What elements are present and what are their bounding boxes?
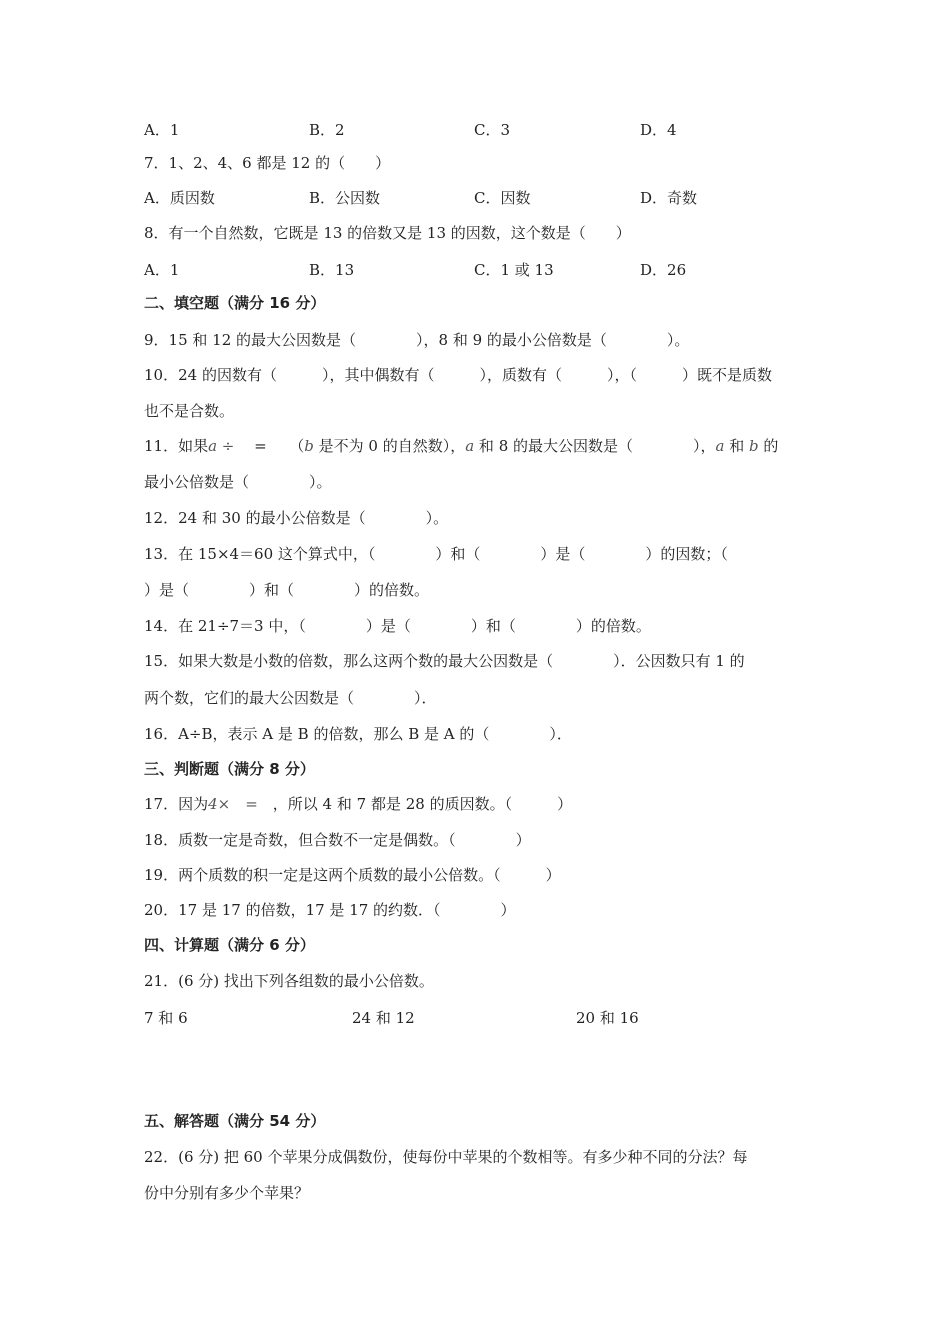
q6-option-c[interactable]: C．3 — [474, 121, 511, 139]
q19-question: 19．两个质数的积一定是这两个质数的最小公倍数。（ ） — [144, 866, 561, 884]
q15-question-line1: 15．如果大数是小数的倍数，那么这两个数的最大公因数是（ ）．公因数只有 1 的 — [144, 652, 745, 670]
q8-option-d[interactable]: D．26 — [640, 261, 687, 279]
q7-option-a[interactable]: A．质因数 — [144, 189, 215, 207]
q17-text-1: 17．因为 — [144, 795, 209, 813]
q11-math-a-div: a ÷ — [208, 437, 240, 455]
q11-text-5: 和 — [724, 437, 750, 455]
q14-question: 14．在 21÷7＝3 中，（ ）是（ ）和（ ）的倍数。 — [144, 617, 651, 635]
q11-text-3: 是不为 0 的自然数）， — [313, 437, 466, 455]
q11-question-line1 — [144, 436, 778, 456]
q6-option-d[interactable]: D．4 — [640, 121, 677, 139]
q8-option-b[interactable]: B．13 — [309, 261, 355, 279]
q17-text-2: ，所以 4 和 7 都是 28 的质因数。（ ） — [272, 795, 573, 813]
q7-question: 7．1、2、4、6 都是 12 的（ ） — [144, 154, 391, 172]
q17-question — [144, 794, 572, 814]
q11-math-b2: b — [749, 437, 759, 455]
q6-option-a[interactable]: A．1 — [144, 121, 180, 139]
q20-question: 20．17 是 17 的倍数，17 是 17 的约数．（ ） — [144, 901, 516, 919]
section-fill-blank-heading: 二、填空题（满分 16 分） — [144, 294, 326, 312]
q18-question: 18．质数一定是奇数，但合数不一定是偶数。（ ） — [144, 831, 531, 849]
q11-text-2: = （ — [239, 437, 305, 455]
q21-pair-3: 20 和 16 — [576, 1009, 639, 1027]
q10-question-line2: 也不是合数。 — [144, 402, 235, 420]
q22-question-line1: 22．(6 分) 把 60 个苹果分成偶数份，使每份中苹果的个数相等。有多少种不同的分法？每 — [144, 1148, 748, 1166]
q21-question: 21．(6 分) 找出下列各组数的最小公倍数。 — [144, 972, 434, 990]
q8-question: 8．有一个自然数，它既是 13 的倍数又是 13 的因数，这个数是（ ） — [144, 224, 631, 242]
q11-math-a: a — [465, 437, 475, 455]
q8-option-a[interactable]: A．1 — [144, 261, 180, 279]
q21-pair-2: 24 和 12 — [352, 1009, 415, 1027]
q16-question: 16．A÷B，表示 A 是 B 的倍数，那么 B 是 A 的（ ）． — [144, 725, 572, 743]
q22-question-line2: 份中分别有多少个苹果？ — [144, 1184, 310, 1202]
q11-text-1: 11．如果 — [144, 437, 209, 455]
q8-option-c[interactable]: C．1 或 13 — [474, 261, 554, 279]
q10-question-line1: 10．24 的因数有（ ），其中偶数有（ ），质数有（ ），（ ）既不是质数 — [144, 366, 772, 384]
q13-question-line1: 13．在 15×4＝60 这个算式中，（ ）和（ ）是（ ）的因数；（ — [144, 545, 728, 563]
q7-option-d[interactable]: D．奇数 — [640, 189, 698, 207]
q7-option-c[interactable]: C．因数 — [474, 189, 531, 207]
section-true-false-heading: 三、判断题（满分 8 分） — [144, 760, 315, 778]
q11-text-4: 和 8 的最大公因数是（ ）， — [474, 437, 716, 455]
q11-math-a2: a — [715, 437, 725, 455]
q15-question-line2: 两个数，它们的最大公因数是（ ）． — [144, 689, 437, 707]
q11-math-b: b — [304, 437, 314, 455]
section-word-problem-heading: 五、解答题（满分 54 分） — [144, 1112, 326, 1130]
q12-question: 12．24 和 30 的最小公倍数是（ ）。 — [144, 509, 449, 527]
q21-pair-1: 7 和 6 — [144, 1009, 188, 1027]
q11-question-line2: 最小公倍数是（ ）。 — [144, 473, 332, 491]
q9-question: 9．15 和 12 的最大公因数是（ ），8 和 9 的最小公倍数是（ ）。 — [144, 331, 690, 349]
q7-option-b[interactable]: B．公因数 — [309, 189, 381, 207]
q13-question-line2: ）是（ ）和（ ）的倍数。 — [144, 581, 430, 599]
q17-math: 4× = — [208, 795, 273, 813]
section-calculation-heading: 四、计算题（满分 6 分） — [144, 936, 315, 954]
q11-text-6: 的 — [758, 437, 779, 455]
q6-option-b[interactable]: B．2 — [309, 121, 345, 139]
